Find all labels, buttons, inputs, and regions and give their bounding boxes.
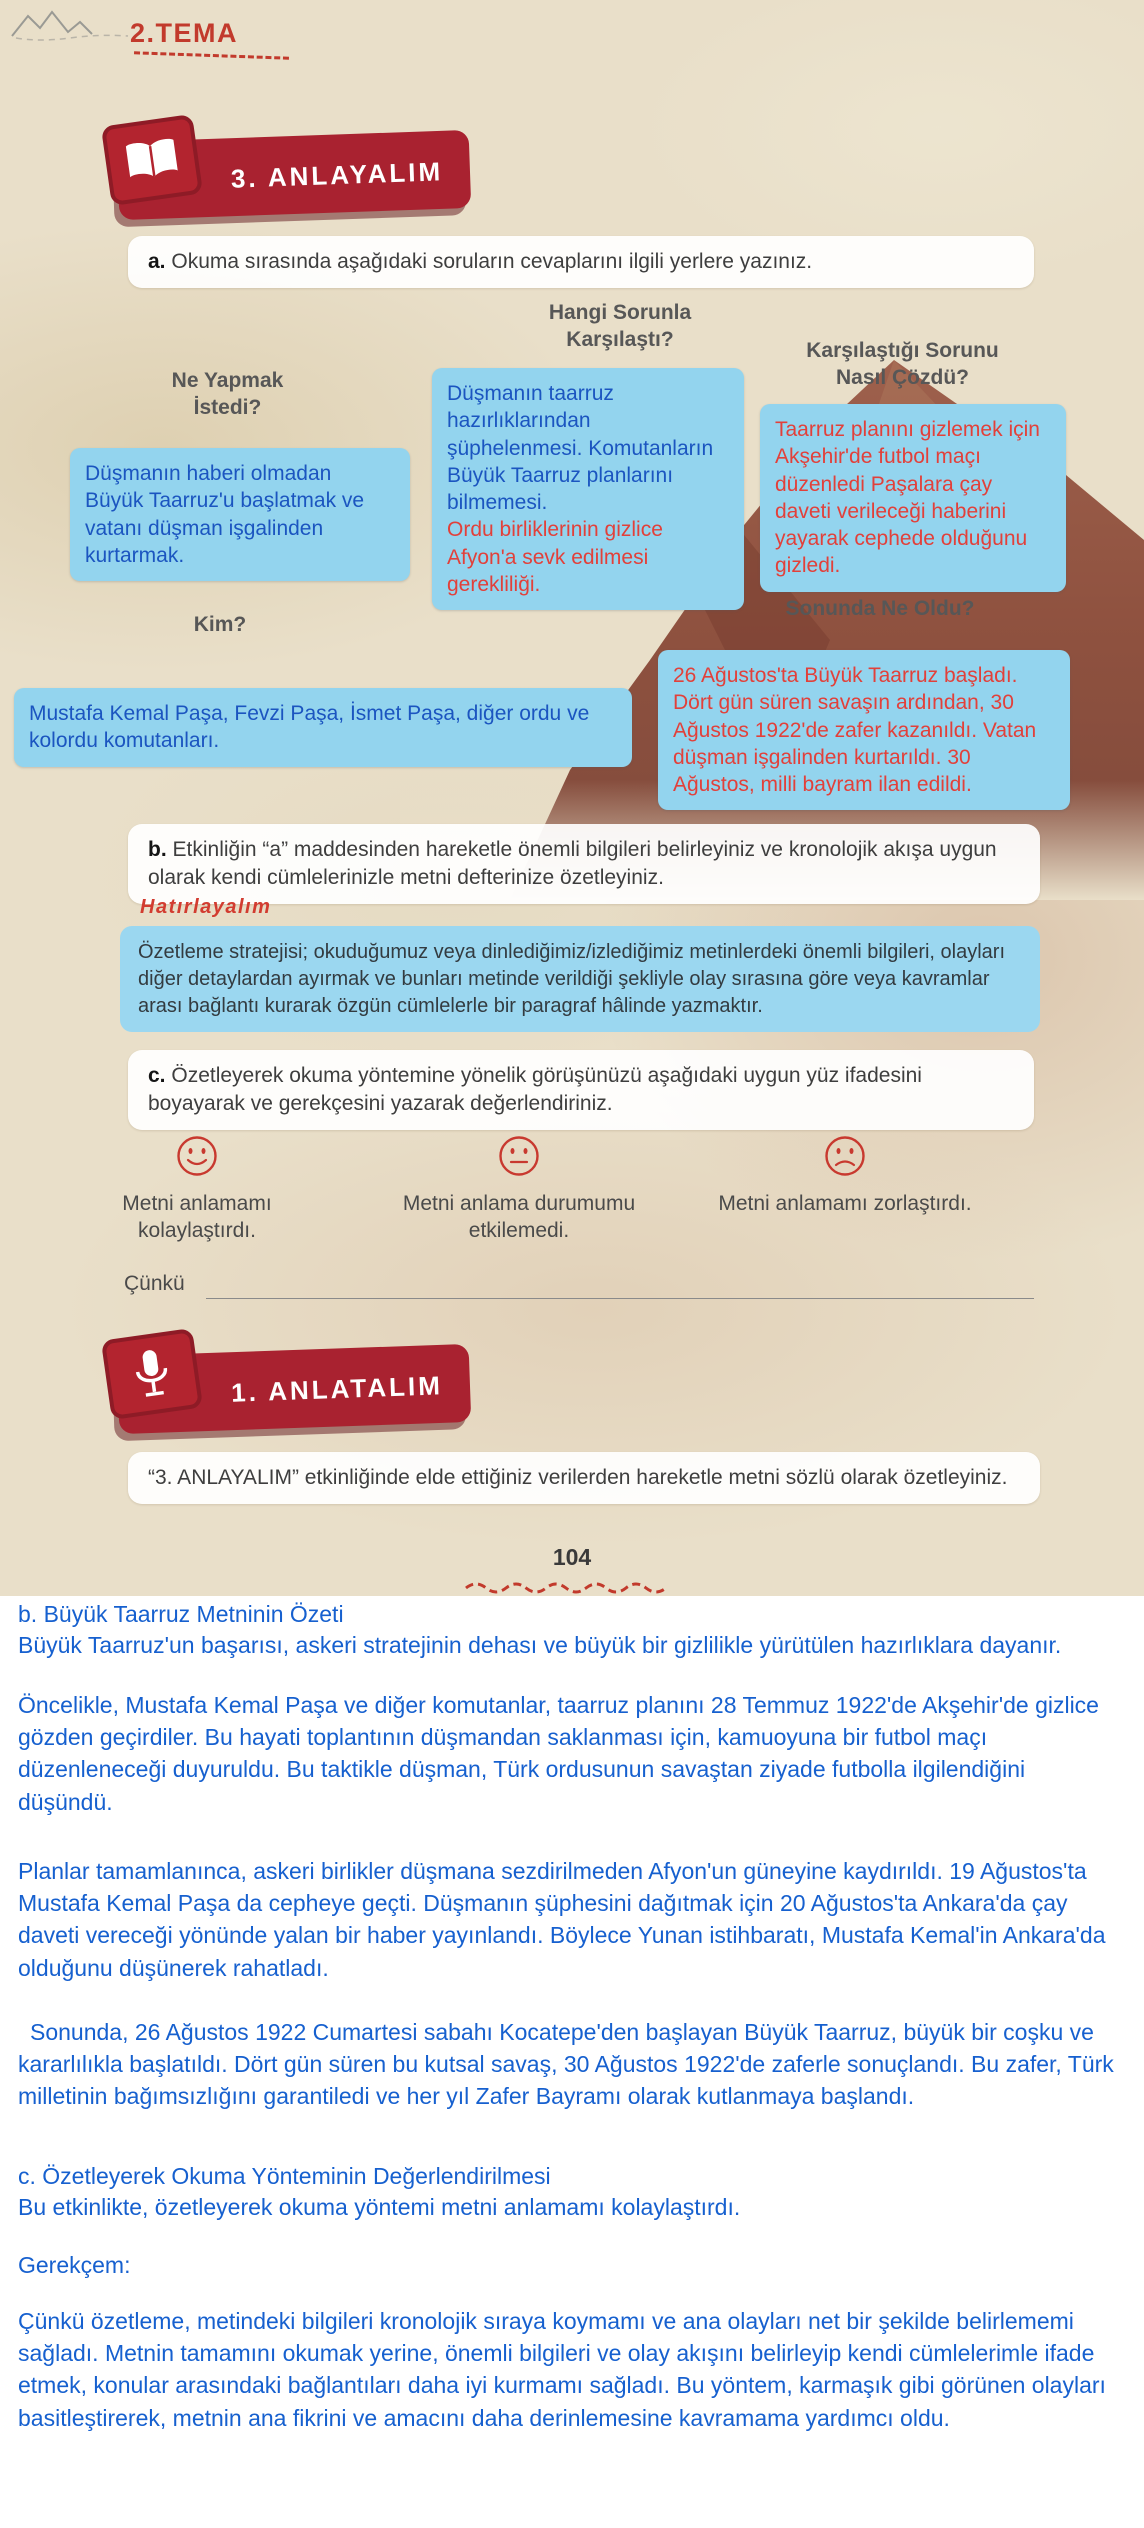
microphone-icon [101,1328,203,1420]
answer-c-intro: Bu etkinlikte, özetleyerek okuma yöntemi metni anlamamı kolaylaştırdı. [18,2194,741,2220]
anlatalim-banner-label: 1. ANLATALIM [230,1369,444,1408]
instruction-c-text: Özetleyerek okuma yöntemine yönelik görüşünüzü aşağıdaki uygun yüz ifadesini boyayarak ve gerekçesini yazarak değerlendiriniz. [148,1064,922,1116]
answer-c-title: c. Özetleyerek Okuma Yönteminin Değerlendirilmesi [18,2163,551,2189]
answer-problem-part2: Ordu birliklerinin gizlice Afyon'a sevk edilmesi gerekliliği. [447,518,663,597]
instruction-c-label: c. [148,1064,166,1087]
instruction-b [128,824,1040,904]
anlatalim-banner [118,1350,470,1428]
answer-problem-part1: Düşmanın taarruz hazırlıklarından şüphelenmesi. Komutanların Büyük Taarruz planlarını bilmemesi. [447,382,714,515]
sad-face-icon[interactable] [823,1134,867,1178]
answer-b-title: b. Büyük Taarruz Metninin Özeti [18,1601,344,1627]
question-title-what: Ne Yapmak İstedi? [171,369,284,419]
anlatalim-instruction: “3. ANLAYALIM” etkinliğinde elde ettiğiniz verilerden hareketle metni sözlü olarak özetleyiniz. [128,1452,1040,1504]
anlayalim-banner [118,136,470,214]
instruction-b-text: Etkinliğin “a” maddesinden hareketle önemli bilgileri belirleyiniz ve kronolojik akışa uygun olarak kendi cümlelerinizle metni defterinize özetleyiniz. [148,838,997,890]
instruction-a-label: a. [148,250,166,273]
instruction-a [128,236,1034,288]
face-label-easier: Metni anlamamı kolaylaştırdı. [122,1192,272,1243]
book-icon [101,114,203,206]
answer-b-intro: Büyük Taarruz'un başarısı, askeri stratejinin dehası ve büyük bir gizlilikle yürütülen hazırlıklara dayanır. [18,1632,1062,1658]
answer-box-solution[interactable]: Taarruz planını gizlemek için Akşehir'de futbol maçı düzenledi Paşalara çay daveti verileceği haberini yayarak cephede olduğunu gizledi. [760,404,1066,592]
instruction-c [128,1050,1034,1130]
dashed-line-decoration [134,51,289,59]
page-number: 104 [552,1544,592,1570]
question-title-solution: Karşılaştığı Sorunu Nasıl Çözdü? [806,339,999,389]
face-label-harder: Metni anlamamı zorlaştırdı. [718,1192,972,1215]
because-label: Çünkü [124,1272,185,1295]
neutral-face-icon[interactable] [497,1134,541,1178]
because-answer-line[interactable] [206,1271,1034,1299]
instruction-a-text: Okuma sırasında aşağıdaki soruların cevaplarını ilgili yerlere yazınız. [171,250,813,273]
remember-box: Özetleme stratejisi; okuduğumuz veya dinlediğimiz/izlediğimiz metinlerdeki önemli bilgileri, olayları diğer detaylardan ayırmak ve bunları metinde verildiği şekliyle olay sırasına göre veya kavramlar arası bağlantı kurarak özgün cümlelerle bir paragraf hâlinde yazmaktır. [120,926,1040,1032]
anlayalim-banner-label: 3. ANLAYALIM [230,155,444,194]
question-title-result: Sonunda Ne Oldu? [785,597,975,620]
answer-c-reason: Çünkü özetleme, metindeki bilgileri kronolojik sıraya koymamı ve ana olayları net bir şekilde belirlememi sağladı. Metnin tamamını okumak yerine, önemli bilgileri ve olay akışını belirleyip kendi cümlelerimle ifade etmek, konular arasındaki bağlantıları daha iyi kurmamı sağladı. Bu yöntem, karmaşık gibi görünen olayları basitleştirerek, metnin ana fikrini ve amacını daha derinlemesine kavramama yardımcı oldu. [18,2308,1106,2431]
face-label-no-effect: Metni anlama durumumu etkilemedi. [402,1192,636,1243]
answer-box-what[interactable]: Düşmanın haberi olmadan Büyük Taarruz'u başlatmak ve vatanı düşman işgalinden kurtarmak. [70,448,410,581]
happy-face-icon[interactable] [175,1134,219,1178]
answer-b-paragraph-2: Planlar tamamlanınca, askeri birlikler düşmana sezdirilmeden Afyon'un güneyine kaydırıldı. 19 Ağustos'ta Mustafa Kemal Paşa da cepheye geçti. Düşmanın şüphesini dağıtmak için 20 Ağustos'ta Ankara'da çay daveti vereceği yönünde yalan bir haber yayınlandı. Böylece Yunan istihbaratı, Mustafa Kemal'in Ankara'da olduğunu düşünerek rahatladı. [18,1858,1106,1981]
mountain-doodle-icon [10,6,130,42]
answer-c-reason-label: Gerekçem: [18,2252,131,2278]
answer-b-paragraph-3: Sonunda, 26 Ağustos 1922 Cumartesi sabahı Kocatepe'den başlayan Büyük Taarruz, büyük bir coşku ve kararlılıkla başlatıldı. Dört gün süren bu kutsal savaş, 30 Ağustos 1922'de zaferle sonuçlandı. Bu zafer, Türk milletinin bağımsızlığını garantiledi ve her yıl Zafer Bayramı olarak kutlanmaya başlandı. [18,2019,1114,2110]
tema-label: 2.TEMA [130,18,239,48]
scribble-decoration [462,1576,688,1596]
remember-title: Hatırlayalım [140,896,272,918]
instruction-b-label: b. [148,838,167,861]
answer-box-problem[interactable] [432,368,744,610]
question-title-who: Kim? [193,613,247,636]
answer-box-result[interactable]: 26 Ağustos'ta Büyük Taarruz başladı. Dört gün süren savaşın ardından, 30 Ağustos 1922'de zafer kazanıldı. Vatan düşman işgalinden kurtarıldı. 30 Ağustos, milli bayram ilan edildi. [658,650,1070,810]
answer-box-who[interactable]: Mustafa Kemal Paşa, Fevzi Paşa, İsmet Paşa, diğer ordu ve kolordu komutanları. [14,688,632,767]
question-title-problem: Hangi Sorunla Karşılaştı? [548,301,692,351]
answer-b-paragraph-1: Öncelikle, Mustafa Kemal Paşa ve diğer komutanlar, taarruz planını 28 Temmuz 1922'de Akşehir'de gizlice gözden geçirdiler. Bu hayati toplantının düşmandan saklanması için, kamuoyuna bir futbol maçı düzenleneceği duyuruldu. Bu taktikle düşman, Türk ordusunun savaştan ziyade futbolla ilgilendiğini düşündü. [18,1692,1099,1815]
